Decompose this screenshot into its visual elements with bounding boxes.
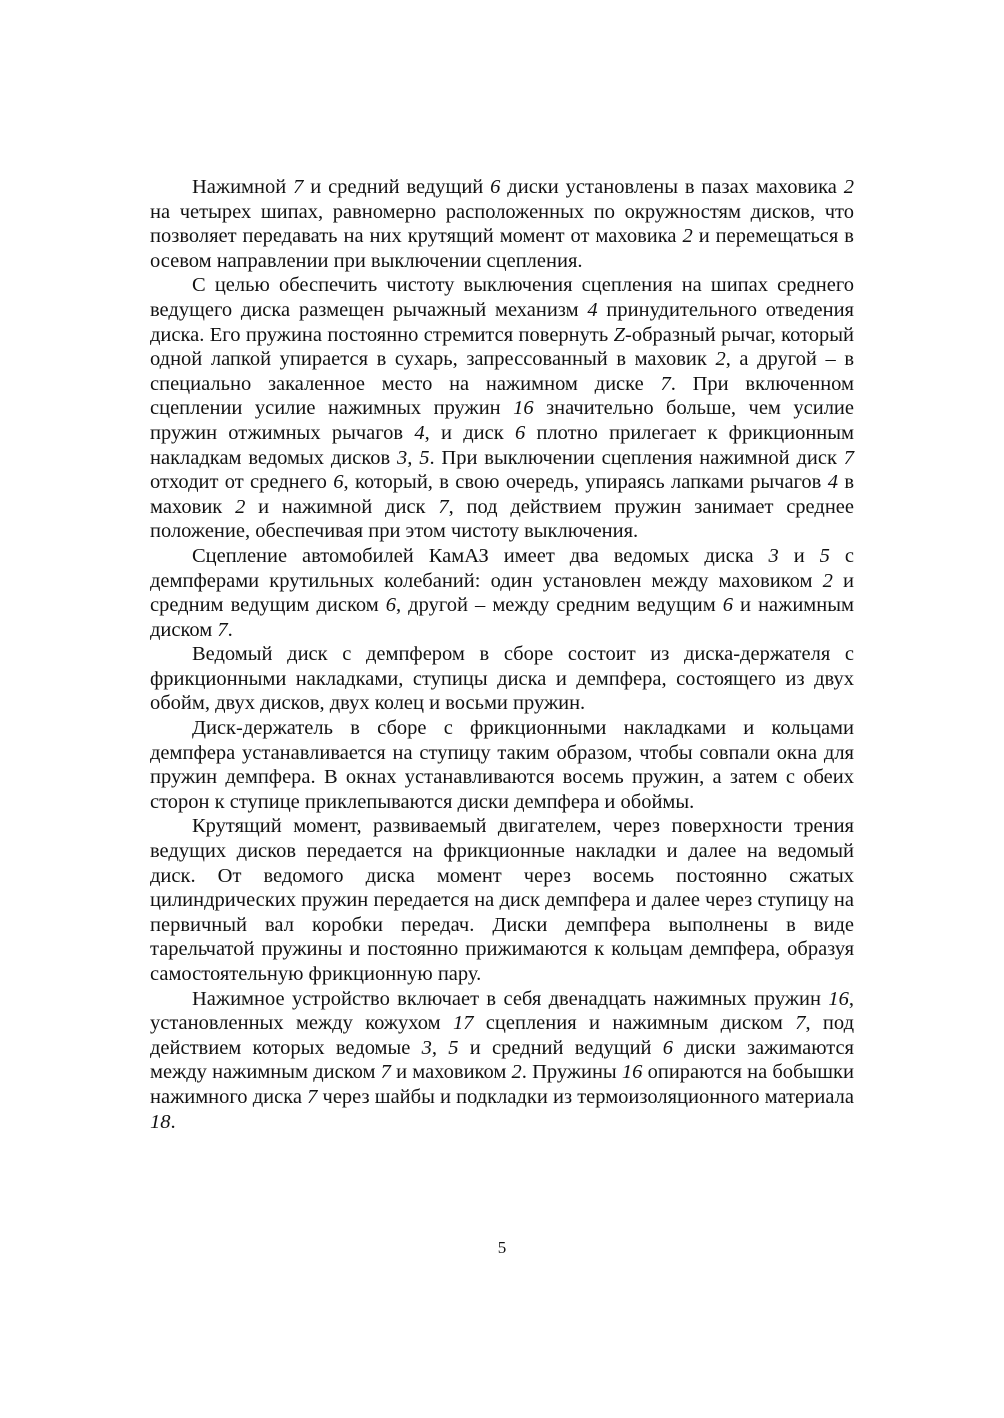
text-segment: Сцепление автомобилей КамАЗ имеет два ведомых диска: [192, 544, 769, 567]
paragraph: [150, 175, 854, 273]
paragraph: [150, 814, 854, 986]
text-segment: С целью обеспечить чистоту выключения сцепления на шипах среднего ведущего диска размещен рычажный механизм: [150, 274, 854, 321]
reference-number: 18: [150, 1110, 171, 1133]
reference-number: 7: [217, 618, 228, 641]
text-segment: . При выключении сцепления нажимной диск: [429, 446, 844, 469]
reference-number: 7: [660, 372, 671, 395]
reference-number: 3, 5: [397, 446, 430, 469]
reference-number: 2: [715, 348, 726, 371]
text-segment: через шайбы и подкладки из термоизоляционного материала: [317, 1085, 854, 1108]
reference-number: 7: [438, 495, 449, 518]
text-segment: с демпферами крутильных колебаний: один установлен между маховиком: [150, 544, 854, 592]
text-segment: сцепления и нажимным диском: [473, 1012, 796, 1035]
text-segment: опираются на бобышки нажимного диска: [150, 1061, 854, 1108]
text-segment: , под действием пружин занимает среднее положение, обеспечивая при этом чистоту выключения.: [150, 495, 854, 543]
reference-number: 16: [828, 987, 849, 1010]
paragraph: [150, 716, 854, 814]
text-segment: диски зажимаются между нажимным диском: [150, 1036, 854, 1084]
text-segment: Нажимной: [192, 176, 294, 198]
reference-number: Z: [613, 323, 626, 346]
reference-number: 17: [452, 1012, 474, 1035]
text-segment: отходит от среднего: [150, 471, 334, 494]
reference-number: 3: [768, 544, 779, 567]
reference-number: 2: [235, 495, 246, 518]
text-segment: и средний ведущий: [458, 1036, 663, 1059]
text-segment: , который, в свою очередь, упираясь лапками рычагов: [343, 471, 828, 494]
text-segment: и: [778, 544, 820, 567]
reference-number: 4: [827, 471, 838, 494]
text-segment: .: [170, 1110, 176, 1133]
reference-number: 7: [843, 446, 854, 469]
text-segment: и нажимным диском: [150, 594, 854, 641]
reference-number: 4: [587, 298, 598, 321]
reference-number: 2: [682, 225, 693, 248]
text-segment: , и диск: [424, 421, 515, 444]
paragraph: [150, 273, 854, 544]
reference-number: 2: [822, 569, 833, 592]
text-segment: и перемещаться в осевом направлении при выключении сцепления.: [150, 225, 854, 272]
paragraph: [150, 987, 854, 1135]
reference-number: 6: [514, 421, 526, 444]
reference-number: 7: [293, 176, 304, 198]
paragraph: [150, 544, 854, 642]
reference-number: 2: [511, 1061, 522, 1084]
text-segment: , установленных между кожухом: [150, 987, 854, 1035]
reference-number: 6: [333, 471, 344, 494]
text-segment: Ведомый диск с демпфером в сборе состоит из диска-держателя с фрикционными накладками, ступицы диска и демпфера, состоящего из двух обойм, двух дисков, двух колец и восьми пружин.: [150, 643, 854, 715]
page-number: 5: [497, 1238, 507, 1257]
text-segment: и средний ведущий: [303, 176, 491, 198]
reference-number: 6: [490, 176, 501, 198]
text-segment: принудительного отведения диска. Его пружина постоянно стремится повернуть: [150, 298, 854, 346]
text-segment: Нажимное устройство включает в себя двенадцать нажимных пружин: [192, 987, 829, 1010]
paragraph: [150, 642, 854, 716]
reference-number: 7: [380, 1061, 391, 1084]
text-segment: Диск-держатель в сборе с фрикционными накладками и кольцами демпфера устанавливается на ступицу таким образом, чтобы совпали окна для пружин демпфера. В окнах устанавливаются восемь пружин, а затем с обеих сторон к ступице приклепываются диски демпфера и обоймы.: [150, 717, 854, 813]
text-segment: плотно прилегает к фрикционным накладкам ведомых дисков: [150, 421, 855, 469]
reference-number: 16: [513, 397, 534, 420]
text-segment: и средним ведущим диском: [150, 569, 854, 617]
text-segment: . При включенном сцеплении усилие нажимных пружин: [150, 372, 854, 420]
reference-number: 4: [414, 421, 425, 444]
reference-number: 2: [843, 176, 854, 198]
text-segment: диски установлены в пазах маховика: [500, 176, 844, 198]
text-segment: . Пружины: [521, 1061, 622, 1084]
reference-number: 6: [722, 594, 733, 617]
text-segment: , другой – между средним ведущим: [396, 594, 723, 617]
text-segment: , под действием которых ведомые: [150, 1012, 854, 1059]
reference-number: 6: [385, 594, 396, 617]
text-segment: значительно больше, чем усилие пружин отжимных рычагов: [150, 397, 854, 444]
text-segment: на четырех шипах, равномерно расположенных по окружностям дисков, что позволяет передавать на них крутящий момент от маховика: [150, 200, 854, 248]
text-segment: -образный рычаг, который одной лапкой упирается в сухарь, запрессованный в маховик: [150, 323, 855, 371]
page-body: [150, 175, 854, 1134]
reference-number: 7: [795, 1012, 806, 1035]
text-segment: .: [227, 618, 233, 641]
reference-number: 6: [662, 1036, 674, 1059]
reference-number: 5: [819, 544, 830, 567]
reference-number: 16: [621, 1061, 643, 1084]
text-segment: , а другой – в специально закаленное место на нажимном диске: [150, 348, 854, 395]
text-segment: в маховик: [150, 471, 854, 518]
text-segment: Крутящий момент, развиваемый двигателем, через поверхности трения ведущих дисков передается на фрикционные накладки и далее на ведомый диск. От ведомого диска момент через восемь постоянно сжатых цилиндрических пружин передается на диск демпфера и далее через ступицу на первичный вал коробки передач. Диски демпфера выполнены в виде тарельчатой пружины и постоянно прижимаются к кольцам демпфера, образуя самостоятельную фрикционную пару.: [150, 815, 854, 985]
text-segment: и маховиком: [390, 1061, 512, 1084]
text-segment: и нажимной диск: [245, 495, 439, 518]
reference-number: 7: [307, 1085, 318, 1108]
reference-number: 3, 5: [421, 1036, 459, 1059]
